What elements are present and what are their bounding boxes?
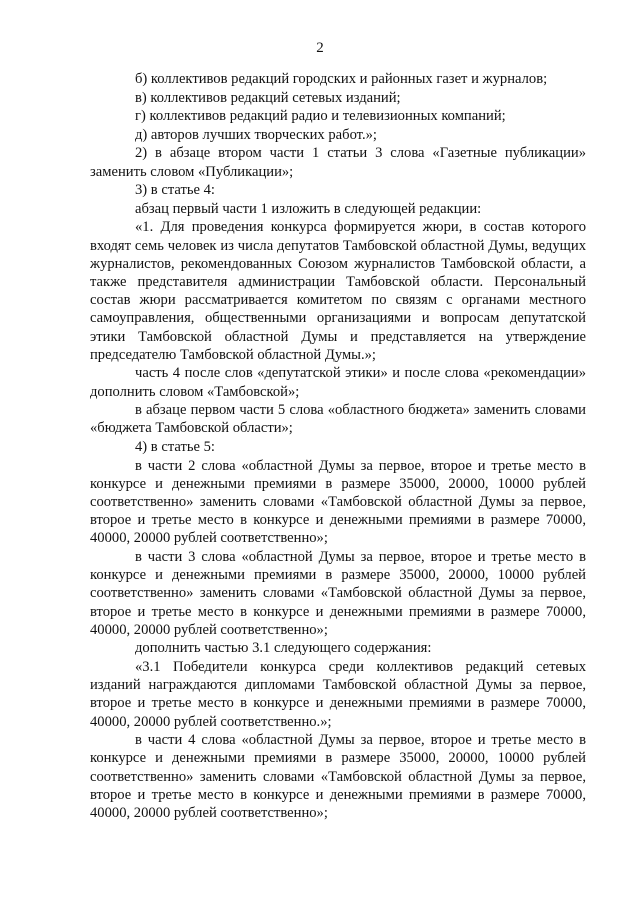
paragraph-10: в абзаце первом части 5 слова «областного бюджета» заменить словами «бюджета Тамбовской области»; bbox=[90, 402, 586, 437]
paragraph-4: д) авторов лучших творческих работ.»; bbox=[135, 126, 377, 143]
paragraph-14: дополнить частью 3.1 следующего содержания: bbox=[135, 640, 432, 657]
paragraph-11: 4) в статье 5: bbox=[135, 438, 215, 455]
paragraph-2: в) коллективов редакций сетевых изданий; bbox=[135, 89, 401, 106]
page-number: 2 bbox=[316, 40, 324, 56]
paragraph-6: 3) в статье 4: bbox=[135, 182, 215, 199]
paragraph-12: в части 2 слова «областной Думы за первое, второе и третье место в конкурсе и денежными премиями в размере 35000, 20000, 10000 рублей соответственно» заменить словами «Тамбовской областной Думы за первое, второе и третье место в конкурсе и денежными премиями в размере 70000, 40000, 20000 рублей соответственно»; bbox=[90, 457, 586, 547]
paragraph-15: «3.1 Победители конкурса среди коллективов редакций сетевых изданий награждаются дипломами Тамбовской областной Думы за первое, второе и третье место в конкурсе и денежными премиями в размере 70000, 40000, 20000 рублей соответственно.»; bbox=[90, 658, 586, 730]
paragraph-3: г) коллективов редакций радио и телевизионных компаний; bbox=[135, 108, 506, 125]
paragraph-7: абзац первый части 1 изложить в следующей редакции: bbox=[135, 200, 482, 217]
paragraph-16: в части 4 слова «областной Думы за первое, второе и третье место в конкурсе и денежными премиями в размере 35000, 20000, 10000 рублей соответственно» заменить словами «Тамбовской областной Думы за первое, второе и третье место в конкурсе и денежными премиями в размере 70000, 40000, 20000 рублей соответственно»; bbox=[90, 732, 586, 821]
paragraph-5: 2) в абзаце втором части 1 статьи 3 слова «Газетные публикации» заменить словом «Публикации»; bbox=[90, 145, 586, 180]
paragraph-1: б) коллективов редакций городских и районных газет и журналов; bbox=[135, 71, 548, 87]
paragraph-9: часть 4 после слов «депутатской этики» и после слова «рекомендации» дополнить словом «Тамбовской»; bbox=[90, 365, 586, 400]
paragraph-8: «1. Для проведения конкурса формируется жюри, в состав которого входят семь человек из числа депутатов Тамбовской областной Думы, ведущих журналистов, рекомендованных Союзом журналистов Тамбовской области, а также представителя администрации Тамбовской области. Персональный состав жюри рассматривается комитетом по связям с органами местного самоуправления, общественными организациями и вопросам депутатской этики Тамбовской областной Думы и представляется на утверждение председателю Тамбовской областной Думы.»; bbox=[90, 219, 586, 363]
document-body bbox=[90, 70, 586, 822]
paragraph-13: в части 3 слова «областной Думы за первое, второе и третье место в конкурсе и денежными премиями в размере 35000, 20000, 10000 рублей соответственно» заменить словами «Тамбовской областной Думы за первое, второе и третье место в конкурсе и денежными премиями в размере 70000, 40000, 20000 рублей соответственно»; bbox=[90, 548, 586, 638]
